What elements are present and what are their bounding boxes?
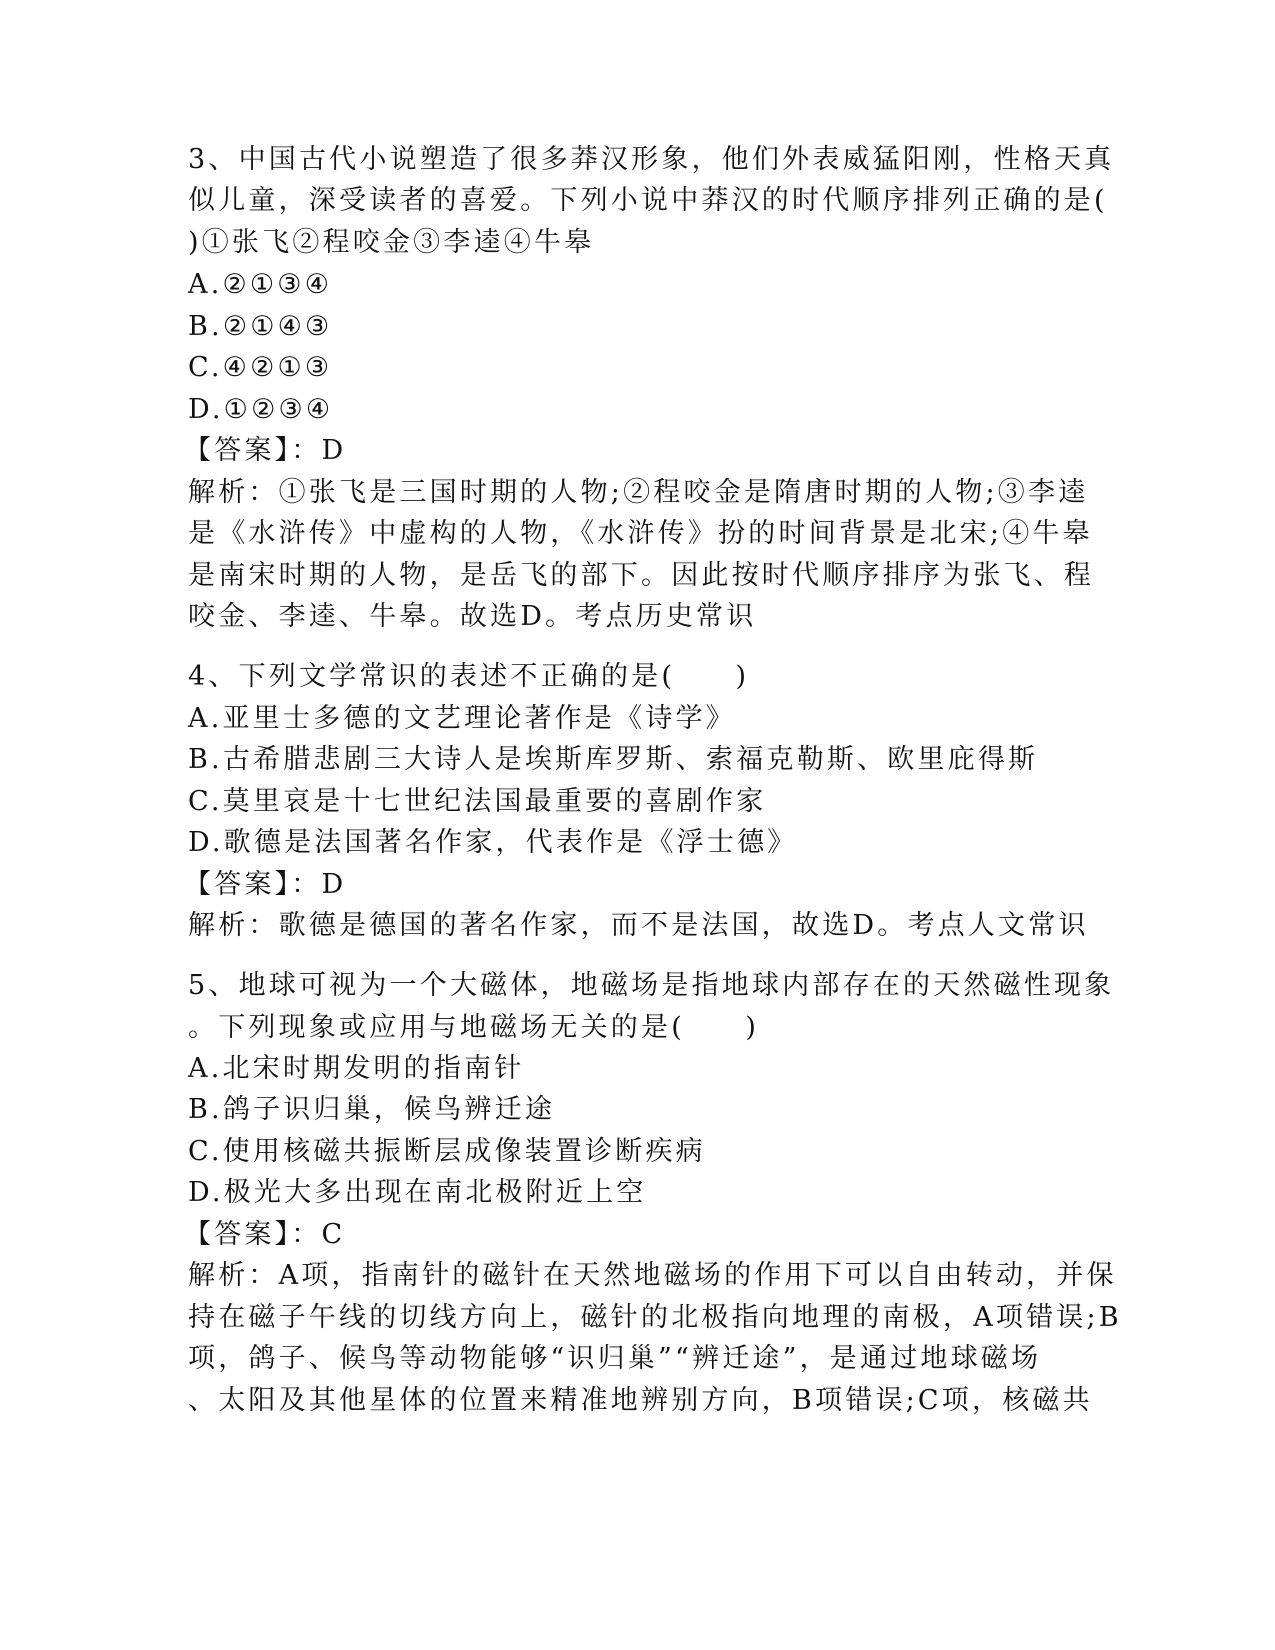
question-stem-line: 。下列现象或应用与地磁场无关的是( ) [188, 1012, 760, 1043]
analysis-line: 咬金、李逵、牛皋。故选D。考点历史常识 [188, 601, 757, 632]
analysis-line: 解析：①张飞是三国时期的人物;②程咬金是隋唐时期的人物;③李逵 [188, 477, 1089, 508]
question-stem-line: 似儿童，深受读者的喜爱。下列小说中莽汉的时代顺序排列正确的是( [188, 185, 1108, 216]
question-stem-line: 3、中国古代小说塑造了很多莽汉形象，他们外表威猛阳刚，性格天真 [188, 144, 1115, 175]
option-a: A.亚里士多德的文艺理论著作是《诗学》 [188, 703, 736, 734]
analysis-line: 是南宋时期的人物，是岳飞的部下。因此按时代顺序排序为张飞、程 [188, 560, 1094, 591]
option-d: D.歌德是法国著名作家，代表作是《浮士德》 [188, 827, 798, 858]
analysis-line: 是《水浒传》中虚构的人物，《水浒传》扮的时间背景是北宋;④牛皋 [188, 518, 1093, 549]
option-a: A.②①③④ [188, 269, 333, 300]
answer-label: 【答案】：D [184, 435, 347, 466]
option-d: D.极光大多出现在南北极附近上空 [188, 1177, 647, 1208]
question-stem-line: 5、地球可视为一个大磁体，地磁场是指地球内部存在的天然磁性现象 [188, 970, 1115, 1001]
analysis-line: 、太阳及其他星体的位置来精准地辨别方向，B项错误;C项，核磁共 [188, 1385, 1093, 1416]
option-c: C.莫里哀是十七世纪法国最重要的喜剧作家 [188, 786, 767, 817]
analysis-line: 解析：A项，指南针的磁针在天然地磁场的作用下可以自由转动，并保 [188, 1260, 1117, 1291]
analysis-line: 持在磁子午线的切线方向上，磁针的北极指向地理的南极，A项错误;B [188, 1302, 1122, 1333]
option-a: A.北宋时期发明的指南针 [188, 1053, 525, 1084]
option-c: C.使用核磁共振断层成像装置诊断疾病 [188, 1136, 706, 1167]
option-d: D.①②③④ [188, 394, 334, 425]
option-b: B.古希腊悲剧三大诗人是埃斯库罗斯、索福克勒斯、欧里庇得斯 [188, 744, 1039, 775]
answer-label: 【答案】：C [184, 1219, 346, 1250]
question-stem-line: 4、下列文学常识的表述不正确的是( ) [188, 661, 750, 692]
option-b: B.鸽子识归巢，候鸟辨迁途 [188, 1094, 556, 1125]
question-stem-line: )①张飞②程咬金③李逵④牛皋 [188, 227, 595, 258]
answer-label: 【答案】：D [184, 869, 347, 900]
option-b: B.②①④③ [188, 311, 333, 342]
analysis-line: 项，鸽子、候鸟等动物能够“识归巢”“辨迁途”，是通过地球磁场 [188, 1343, 1042, 1374]
analysis-line: 解析：歌德是德国的著名作家，而不是法国，故选D。考点人文常识 [188, 910, 1089, 941]
option-c: C.④②①③ [188, 352, 333, 383]
